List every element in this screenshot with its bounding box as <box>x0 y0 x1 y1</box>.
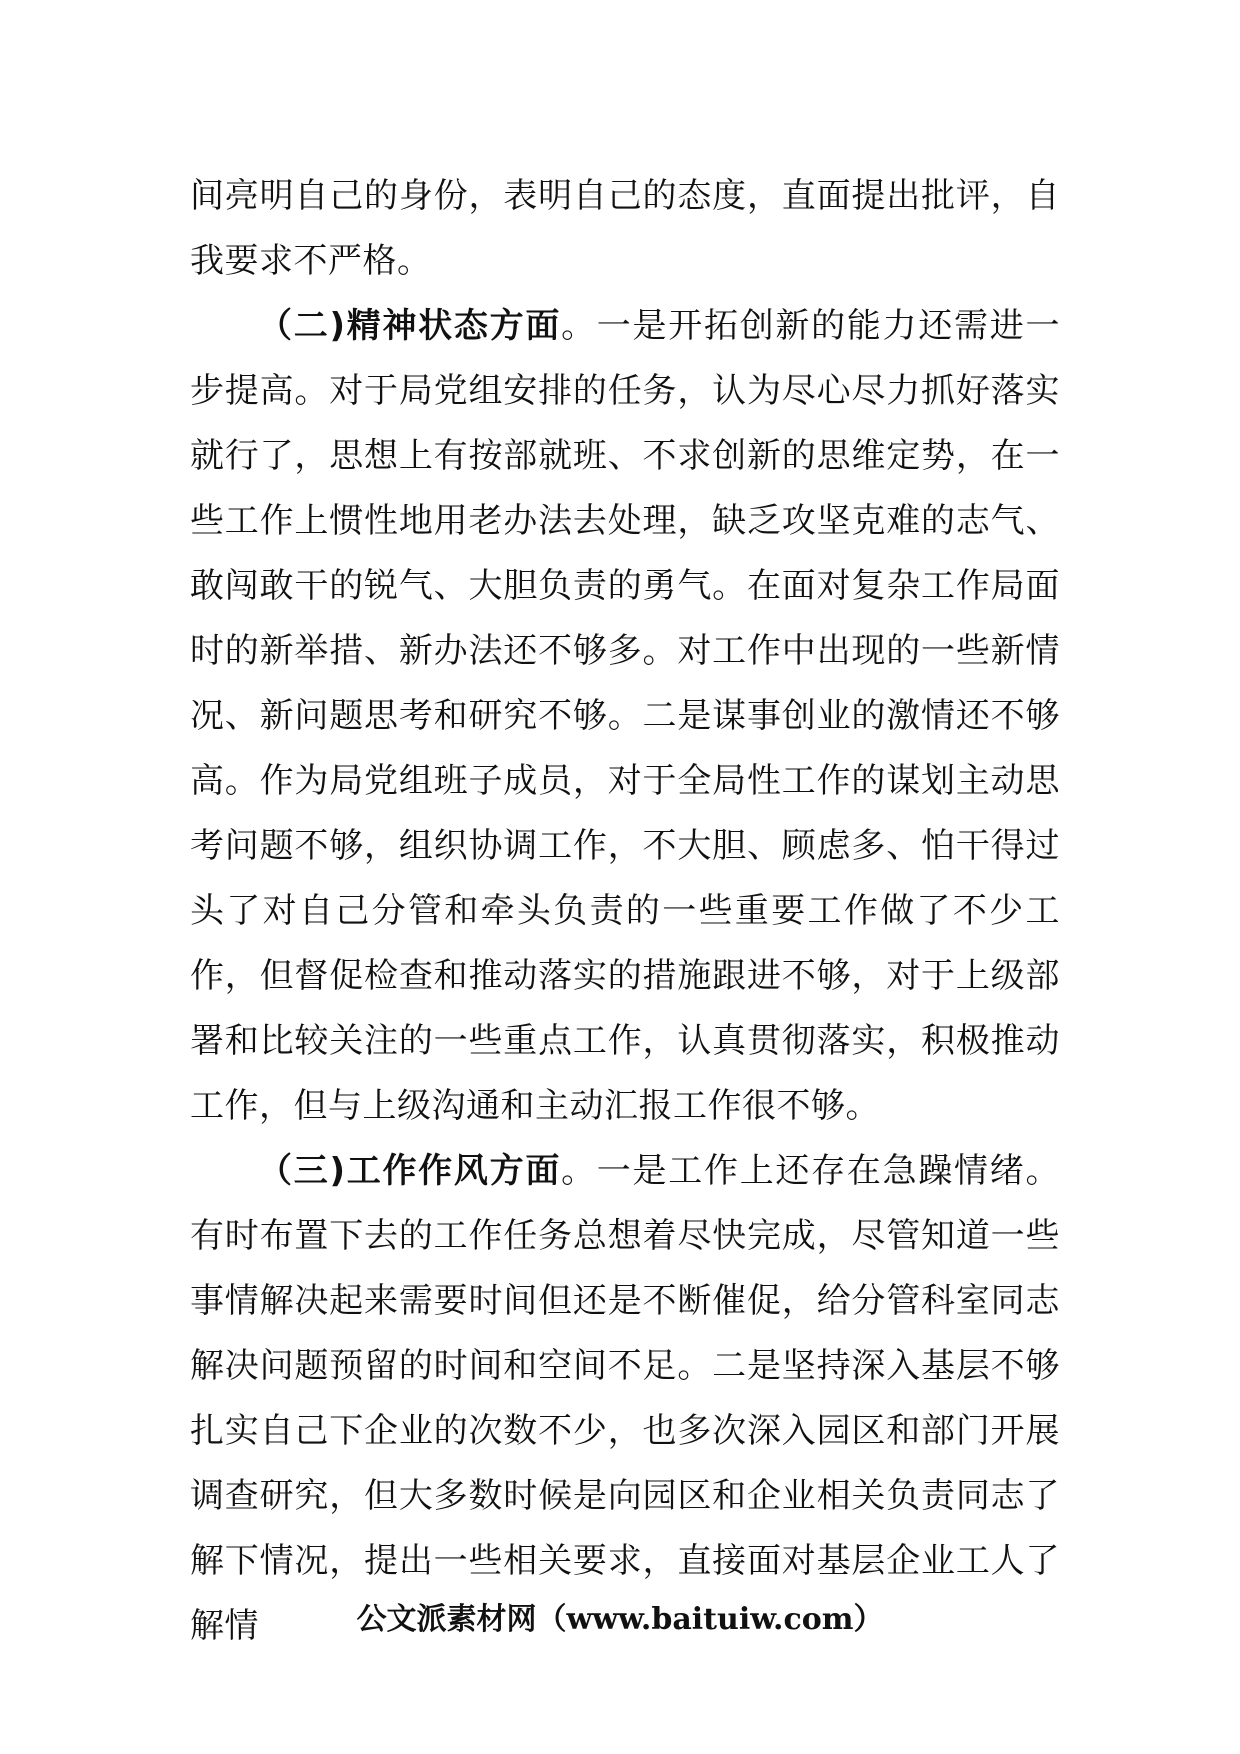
paragraph-1-text: 间亮明自己的身份，表明自己的态度，直面提出批评，自我要求不严格。 <box>190 176 1060 281</box>
paragraph-3 <box>190 1139 1060 1659</box>
paragraph-2 <box>190 294 1060 1139</box>
section-heading-work-style: （三)工作作风方面 <box>258 1151 562 1191</box>
paragraph-3-text: 。一是工作上还存在急躁情绪。有时布置下去的工作任务总想着尽快完成，尽管知道一些事情解决起来需要时间但还是不断催促，给分管科室同志解决问题预留的时间和空间不足。二是坚持深入基层不够扎实自己下企业的次数不少，也多次深入园区和部门开展调查研究，但大多数时候是向园区和企业相关负责同志了解下情况，提出一些相关要求，直接面对基层企业工人了解情 <box>190 1151 1061 1646</box>
document-body <box>190 164 1060 1659</box>
page-footer-watermark: 公文派素材网（www.baituiw.com） <box>356 1602 884 1637</box>
section-heading-spirit: （二)精神状态方面 <box>258 306 562 346</box>
paragraph-2-text: 。一是开拓创新的能力还需进一步提高。对于局党组安排的任务，认为尽心尽力抓好落实就行了，思想上有按部就班、不求创新的思维定势，在一些工作上惯性地用老办法去处理，缺乏攻坚克难的志气、敢闯敢干的锐气、大胆负责的勇气。在面对复杂工作局面时的新举措、新办法还不够多。对工作中出现的一些新情况、新问题思考和研究不够。二是谋事创业的激情还不够高。作为局党组班子成员，对于全局性工作的谋划主动思考问题不够，组织协调工作，不大胆、顾虑多、怕干得过头了对自己分管和牵头负责的一些重要工作做了不少工作，但督促检查和推动落实的措施跟进不够，对于上级部署和比较关注的一些重点工作，认真贯彻落实，积极推动工作，但与上级沟通和主动汇报工作很不够。 <box>190 306 1061 1126</box>
paragraph-1 <box>190 164 1060 294</box>
